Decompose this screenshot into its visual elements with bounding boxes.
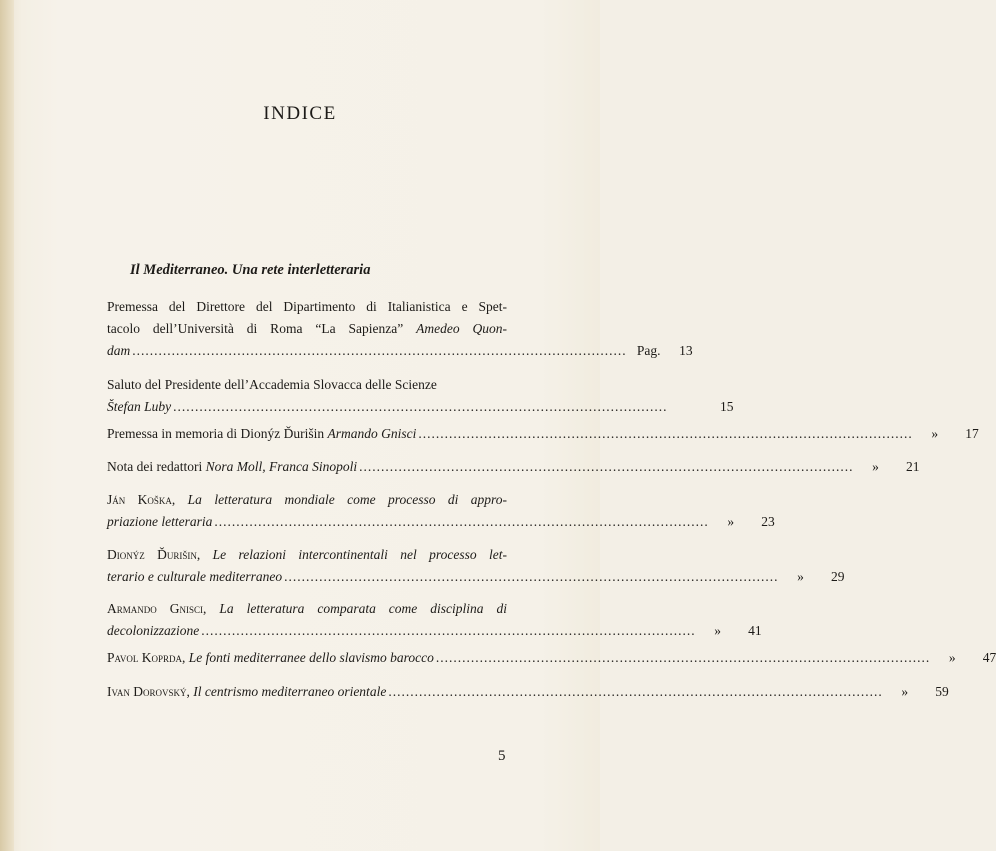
leader-dots: ................................................................................................................. <box>418 426 913 441</box>
toc-entry-author: Dionýz Ďurišin, <box>107 547 201 562</box>
toc-entry <box>107 374 734 418</box>
toc-entry-line <box>107 511 775 533</box>
page-number: 41 <box>748 623 762 638</box>
toc-entry <box>107 681 949 703</box>
page-marker: » <box>901 684 909 699</box>
page-number: 23 <box>761 514 775 529</box>
leader-dots: ................................................................................................................. <box>201 623 696 638</box>
toc-entry-title: La letteratura mondiale come processo di appro- <box>187 492 507 507</box>
leader-dots: ................................................................................................................. <box>435 650 931 665</box>
toc-entry <box>107 598 762 642</box>
toc-entry <box>107 296 693 362</box>
toc-entry-author: Pavol Koprda, <box>107 650 186 665</box>
toc-entry-line: Premessa del Direttore del Dipartimento di Italianistica e Spet- <box>107 299 507 314</box>
toc-entry-line <box>107 598 507 620</box>
toc-entry <box>107 544 845 588</box>
toc-entry-line <box>107 318 507 340</box>
toc-entry-line <box>107 489 507 511</box>
page-number: 15 <box>720 399 734 414</box>
page-marker: » <box>727 514 735 529</box>
toc-entry-line <box>107 544 507 566</box>
page-title: INDICE <box>263 103 337 124</box>
toc-entry-title: Le fonti mediterranee dello slavismo barocco <box>188 650 434 665</box>
toc-entry-line <box>107 566 845 588</box>
page-number: 17 <box>965 426 979 441</box>
toc-entry-text: tacolo dell’Università di Roma “La Sapienza” <box>107 321 404 336</box>
toc-entry-text: Nota dei redattori <box>107 459 203 474</box>
toc-entry-line <box>107 681 949 703</box>
folio-page-number: 5 <box>498 748 506 764</box>
leader-dots: ................................................................................................................. <box>359 459 854 474</box>
toc-entry-author: Armando Gnisci <box>327 426 417 441</box>
page-marker: » <box>714 623 721 638</box>
toc-entry-author: dam <box>107 343 131 358</box>
toc-entry-author: Armando Gnisci, <box>107 601 207 616</box>
toc-entry-text: Premessa in memoria di Dionýz Ďurišin <box>107 426 325 441</box>
leader-dots: ................................................................................................................. <box>173 399 668 414</box>
toc-entry-title: decolonizzazione <box>107 623 200 638</box>
toc-entry-author: Ivan Dorovský, <box>107 684 190 699</box>
toc-entry <box>107 456 920 478</box>
toc-entry-author: Štefan Luby <box>107 399 172 414</box>
leader-dots: ................................................................................................................. <box>132 343 627 358</box>
page-number: 29 <box>830 569 845 584</box>
toc-entry-line <box>107 340 693 362</box>
page-marker: » <box>797 569 804 584</box>
leader-dots: ................................................................................................................. <box>214 514 709 529</box>
toc-entry-line <box>107 647 996 669</box>
toc-entry-line <box>107 456 920 478</box>
leader-dots: ................................................................................................................. <box>388 684 883 699</box>
page-marker: » <box>948 650 956 665</box>
page-number: 13 <box>679 343 693 358</box>
toc-entry <box>107 423 979 445</box>
page-marker: » <box>931 426 939 441</box>
toc-entry-author: Ján Koška, <box>107 492 176 507</box>
leader-dots: ................................................................................................................. <box>284 569 779 584</box>
toc-entry-line <box>107 620 762 642</box>
toc-entry-title: Le relazioni intercontinentali nel processo let- <box>212 547 507 562</box>
toc-entry-author: Nora Moll, Franca Sinopoli <box>205 459 358 474</box>
section-subtitle: Il Mediterraneo. Una rete interletteraria <box>130 262 371 278</box>
page-marker: » <box>872 459 879 474</box>
page-spine-shadow <box>0 0 14 851</box>
toc-entry-line: Saluto del Presidente dell’Accademia Slovacca delle Scienze <box>107 377 437 392</box>
toc-entry-author: Amedeo Quon- <box>416 321 508 336</box>
toc-entry-line <box>107 396 734 418</box>
toc-entry-title: La letteratura comparata come disciplina di <box>219 601 508 616</box>
toc-entry <box>107 489 775 533</box>
toc-entry-line <box>107 423 979 445</box>
page-marker: Pag. <box>636 343 661 358</box>
page-number: 21 <box>905 459 920 474</box>
toc-entry-title: Il centrismo mediterraneo orientale <box>193 684 387 699</box>
toc-entry <box>107 647 996 669</box>
toc-entry-title: terario e culturale mediterraneo <box>107 569 283 584</box>
toc-entry-title: priazione letteraria <box>107 514 213 529</box>
page-number: 59 <box>935 684 949 699</box>
page-number: 47 <box>982 650 996 665</box>
